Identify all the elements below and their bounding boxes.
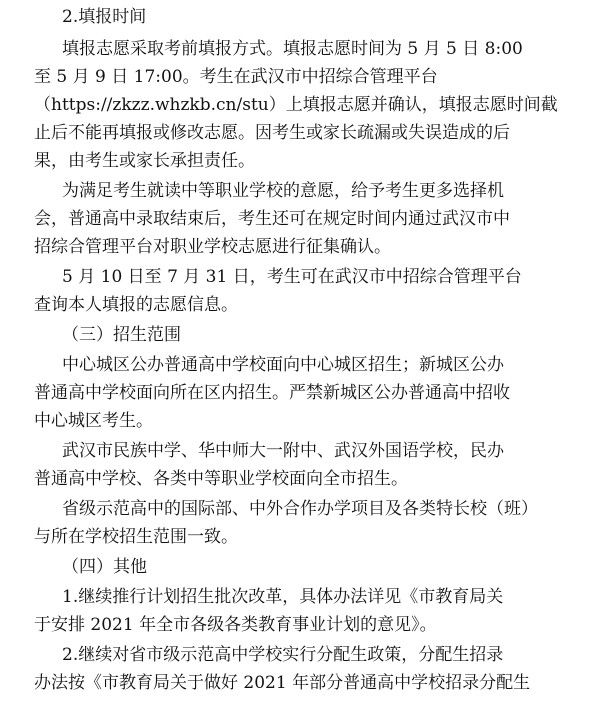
paragraph-line: 会，普通高中录取结束后，考生还可在规定时间内通过武汉市中 — [34, 209, 510, 229]
paragraph-line: 果，由考生或家长承担责任。 — [34, 151, 255, 171]
paragraph-line: 普通高中学校面向所在区内招生。严禁新城区公办普通高中招收 — [34, 383, 510, 403]
paragraph-line: 查询本人填报的志愿信息。 — [34, 295, 238, 315]
paragraph-line: 2.继续对省市级示范高中学校实行分配生政策，分配生招录 — [62, 645, 504, 665]
paragraph-line: 办法按《市教育局关于做好 2021 年部分普通高中学校招录分配生 — [34, 673, 531, 693]
section-heading: 2.填报时间 — [62, 7, 147, 27]
paragraph-line: 武汉市民族中学、华中师大一附中、武汉外国语学校，民办 — [62, 441, 504, 461]
paragraph-line: 1.继续推行计划招生批次改革，具体办法详见《市教育局关 — [62, 587, 504, 607]
paragraph-line: 普通高中学校、各类中等职业学校面向全市招生。 — [34, 469, 408, 489]
paragraph-line: 与所在学校招生范围一致。 — [34, 527, 238, 547]
paragraph-line: 填报志愿采取考前填报方式。填报志愿时间为 5 月 5 日 8:00 — [62, 39, 523, 59]
paragraph-line: 招综合管理平台对职业学校志愿进行征集确认。 — [34, 237, 391, 257]
paragraph-line: 为满足考生就读中等职业学校的意愿，给予考生更多选择机 — [62, 181, 504, 201]
section-heading: （三）招生范围 — [62, 325, 181, 345]
section-heading: （四）其他 — [62, 557, 147, 577]
paragraph-line: 5 月 10 日至 7 月 31 日，考生可在武汉市中招综合管理平台 — [62, 267, 522, 287]
paragraph-line: 中心城区公办普通高中学校面向中心城区招生；新城区公办 — [62, 355, 504, 375]
paragraph-line: （https://zkzz.whzkb.cn/stu）上填报志愿并确认，填报志愿时间截 — [34, 95, 558, 115]
paragraph-line: 省级示范高中的国际部、中外合作办学项目及各类特长校（班） — [62, 499, 538, 519]
paragraph-line: 中心城区考生。 — [34, 411, 153, 431]
paragraph-line: 于安排 2021 年全市各级各类教育事业计划的意见》。 — [34, 615, 437, 635]
paragraph-line: 至 5 月 9 日 17:00。考生在武汉市中招综合管理平台 — [34, 67, 438, 87]
paragraph-line: 止后不能再填报或修改志愿。因考生或家长疏漏或失误造成的后 — [34, 123, 510, 143]
